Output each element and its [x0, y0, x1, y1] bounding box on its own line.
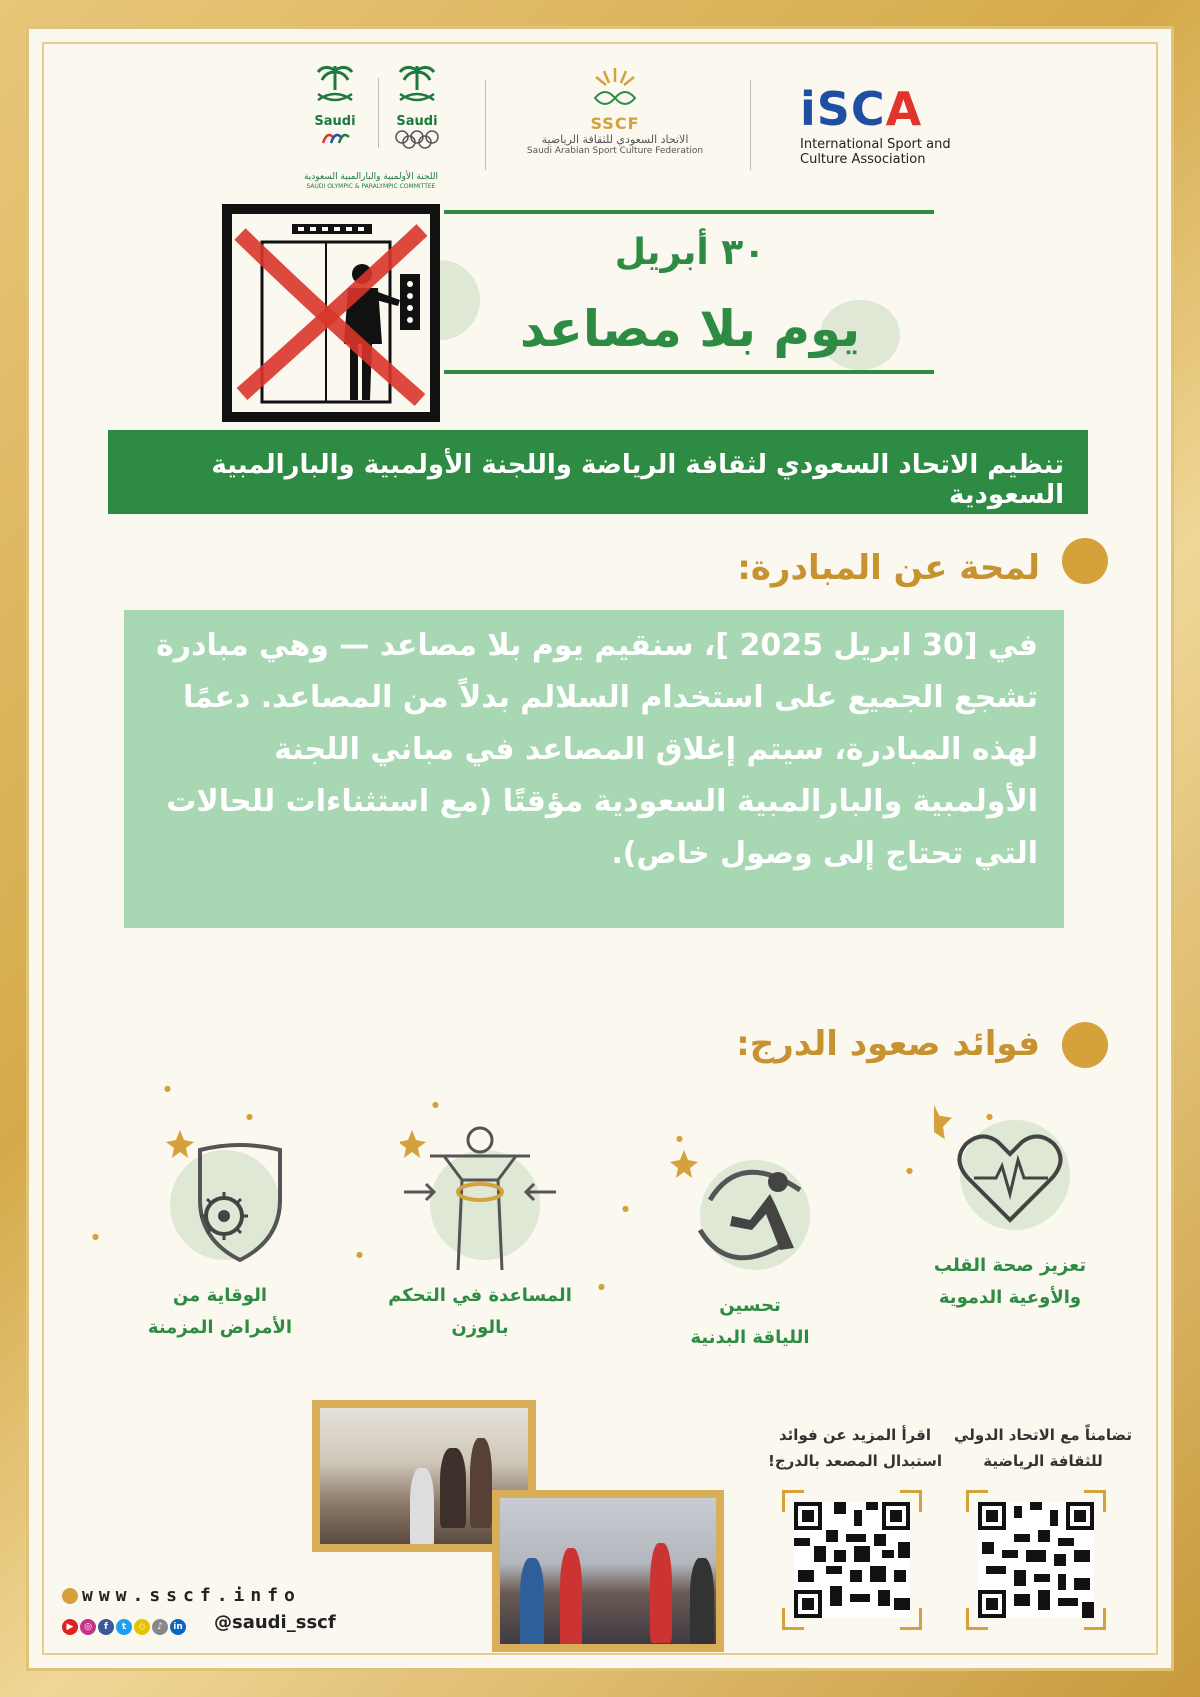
- virus-shield-icon: [140, 1120, 300, 1280]
- globe-icon: [62, 1588, 78, 1604]
- benefits-heading: فوائد صعود الدرج:: [736, 1024, 1040, 1064]
- website-text: www.sscf.info: [82, 1585, 301, 1606]
- photo-figure: [440, 1448, 466, 1528]
- website-link[interactable]: [62, 1585, 301, 1606]
- no-elevator-icon: [222, 204, 440, 422]
- title-rule-top: [444, 210, 934, 214]
- partner-logos: [300, 60, 980, 200]
- twitter-icon[interactable]: t: [116, 1619, 132, 1635]
- committee-ar: اللجنة الأولمبية والبارالمبية السعودية: [303, 172, 439, 182]
- section-bullet: [1062, 1022, 1108, 1068]
- sparkle-dot: ●: [622, 1204, 629, 1213]
- isca-line-1: International Sport and: [800, 137, 951, 152]
- isca-wordmark: [800, 82, 980, 136]
- agitos-icon: [315, 129, 355, 147]
- saudi-olympic-logo: [382, 60, 452, 153]
- sparkle-dot: ●: [92, 1232, 99, 1241]
- palm-swords-icon: [310, 60, 360, 110]
- sparkle-dot: ●: [246, 1112, 253, 1121]
- athlete-icon: [670, 1130, 830, 1290]
- intro-body: في [30 ابريل 2025 ]، سنقيم يوم بلا مصاعد — وهي مبادرة تشجع الجميع على استخدام السلالم بدلاً من المصاعد. دعمًا لهذه المبادرة، سيتم إغلاق المصاعد في مباني اللجنة الأولمبية والبارالمبية السعودية مؤقتًا (مع استثناءات للحالات التي تحتاج إلى وصول خاص).: [124, 610, 1064, 928]
- qr-caption-isca: [948, 1422, 1138, 1474]
- tiktok-icon[interactable]: ♪: [152, 1619, 168, 1635]
- intro-heading: لمحة عن المبادرة:: [737, 548, 1040, 588]
- isca-logo: [800, 82, 980, 167]
- sscf-logo: [520, 60, 710, 156]
- palm-swords-icon: [392, 60, 442, 110]
- benefit-label: المساعدة في التحكم: [388, 1285, 572, 1306]
- youtube-icon[interactable]: ▶: [62, 1619, 78, 1635]
- saudi-paralympic-logo: [300, 60, 370, 151]
- benefit-label: الوقاية من: [172, 1285, 268, 1306]
- social-icons: [62, 1614, 188, 1634]
- sun-infinity-icon: [580, 60, 650, 110]
- qr-caption-line: للثقافة الرياضية: [983, 1452, 1103, 1470]
- logo-divider: [378, 78, 379, 148]
- benefit-label: بالوزن: [451, 1317, 509, 1338]
- section-bullet: [1062, 538, 1108, 584]
- qr-code-icon: [794, 1502, 910, 1618]
- instagram-icon[interactable]: ◎: [80, 1619, 96, 1635]
- photo-figure: [520, 1558, 544, 1648]
- qr-code-stairs[interactable]: [782, 1490, 922, 1630]
- sscf-name-ar: الاتحاد السعودي للثقافة الرياضية: [541, 133, 689, 146]
- facebook-icon[interactable]: f: [98, 1619, 114, 1635]
- logo-divider: [485, 80, 486, 170]
- benefit-heart: [900, 1090, 1120, 1314]
- saudi-word: Saudi: [314, 114, 356, 129]
- photo-figure: [650, 1543, 672, 1643]
- sscf-name: SSCF: [590, 114, 640, 133]
- photo-figure: [410, 1468, 434, 1548]
- benefit-label: الأمراض المزمنة: [147, 1317, 293, 1338]
- photo-figure: [560, 1548, 582, 1648]
- sparkle-dot: ●: [164, 1084, 171, 1093]
- logo-divider: [750, 80, 751, 170]
- committee-en: SAUDI OLYMPIC & PARALYMPIC COMMITTEE: [306, 183, 436, 190]
- photo-figure: [470, 1438, 492, 1528]
- linkedin-icon[interactable]: in: [170, 1619, 186, 1635]
- qr-caption-line: تضامناً مع الاتحاد الدولي: [954, 1426, 1132, 1444]
- olympic-rings-icon: [392, 129, 442, 149]
- sparkle-dot: ●: [598, 1282, 605, 1291]
- sparkle-dot: ●: [432, 1100, 439, 1109]
- qr-caption-stairs: [760, 1422, 950, 1474]
- waist-measure-icon: [400, 1120, 560, 1280]
- sparkle-dot: ●: [906, 1166, 913, 1175]
- photo-figure: [690, 1558, 714, 1648]
- sparkle-dot: ●: [986, 1112, 993, 1121]
- event-photo-group: [492, 1490, 724, 1652]
- title-rule-bottom: [444, 370, 934, 374]
- sscf-name-en: Saudi Arabian Sport Culture Federation: [526, 146, 704, 156]
- benefit-fitness: [640, 1130, 860, 1354]
- benefit-label: والأوعية الدموية: [938, 1287, 1082, 1308]
- qr-code-icon: [978, 1502, 1094, 1618]
- sparkle-dot: ●: [676, 1134, 683, 1143]
- qr-caption-line: اقرأ المزيد عن فوائد: [779, 1426, 931, 1444]
- benefit-disease: [110, 1120, 330, 1344]
- organizers-banner: تنظيم الاتحاد السعودي لثقافة الرياضة واللجنة الأولمبية والبارالمبية السعودية: [108, 430, 1088, 514]
- saudi-word: Saudi: [396, 114, 438, 129]
- event-title: يوم بلا مصاعد: [519, 300, 861, 358]
- benefit-label: تعزيز صحة القلب: [933, 1255, 1087, 1276]
- benefit-label: تحسين: [719, 1295, 781, 1316]
- isca-mark-b: A: [885, 82, 923, 136]
- qr-code-isca[interactable]: [966, 1490, 1106, 1630]
- heart-pulse-icon: [930, 1090, 1090, 1250]
- event-date: ٣٠ أبريل: [614, 232, 766, 273]
- isca-line-2: Culture Association: [800, 152, 926, 167]
- qr-caption-line: استبدال المصعد بالدرج!: [768, 1452, 942, 1470]
- sparkle-dot: ●: [356, 1250, 363, 1259]
- benefit-weight: [370, 1120, 590, 1344]
- snapchat-icon[interactable]: ◇: [134, 1619, 150, 1635]
- committee-caption: [296, 172, 446, 192]
- benefit-label: اللياقة البدنية: [690, 1327, 810, 1348]
- isca-mark-a: iSC: [800, 82, 886, 136]
- social-handle[interactable]: @saudi_sscf: [214, 1612, 336, 1633]
